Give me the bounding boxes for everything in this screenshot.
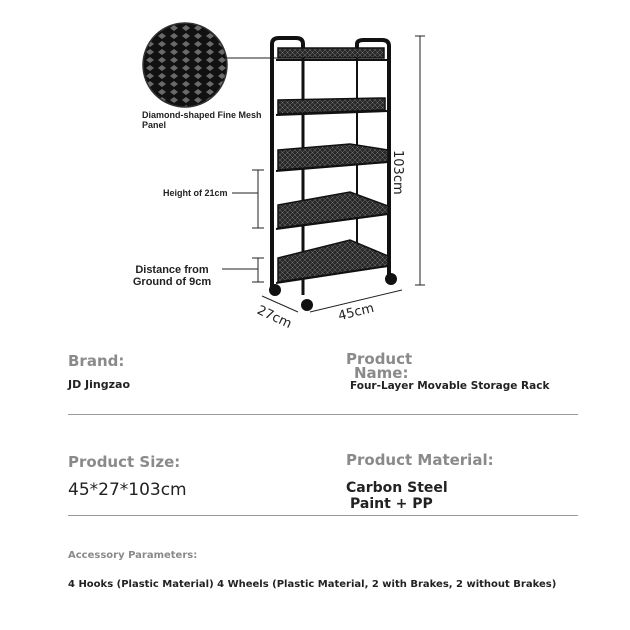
product-material-label: Product Material: (346, 451, 494, 469)
ground-distance-label: Distance from Ground of 9cm (132, 264, 212, 288)
product-name-value: Four-Layer Movable Storage Rack (350, 380, 550, 392)
shelf-2 (276, 98, 388, 115)
shelf-3 (276, 144, 388, 171)
product-size-value: 45*27*103cm (68, 480, 187, 500)
shelf-5 (276, 240, 388, 283)
product-size-label: Product Size: (68, 453, 181, 471)
width-dimension-label: 45cm (336, 300, 376, 325)
height-dimension-label: 103cm (390, 150, 405, 195)
mesh-panel-label: Diamond-shaped Fine Mesh Panel (142, 110, 262, 130)
shelf-4 (276, 192, 388, 229)
product-name-label-line1: Product (346, 350, 413, 368)
divider-1 (68, 414, 578, 415)
product-material-value-line2: Paint + PP (350, 496, 433, 512)
height-dimension-line (415, 36, 425, 285)
accessory-value: 4 Hooks (Plastic Material) 4 Wheels (Plastic Material, 2 with Brakes, 2 without Brakes) (68, 579, 557, 590)
product-name-label-line2: Name: (354, 364, 409, 382)
depth-dimension-label: 27cm (254, 303, 294, 332)
brand-label: Brand: (68, 352, 125, 370)
layer-height-label: Height of 21cm (163, 188, 228, 198)
product-material-value-line1: Carbon Steel (346, 480, 448, 496)
mesh-closeup (143, 23, 278, 107)
accessory-label: Accessory Parameters: (68, 550, 198, 561)
brand-value: JD Jingzao (68, 378, 131, 391)
divider-2 (68, 515, 578, 516)
ground-distance-bracket (222, 258, 264, 282)
shelf-1 (276, 48, 388, 60)
layer-height-bracket (232, 170, 264, 228)
